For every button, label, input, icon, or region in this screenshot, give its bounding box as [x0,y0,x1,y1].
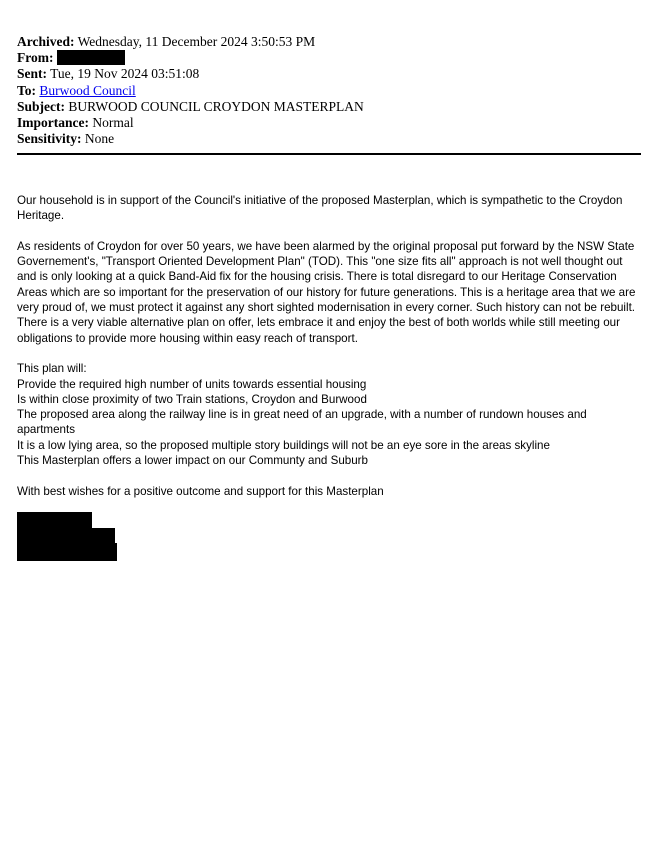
email-body [17,193,645,514]
plan-intro: This plan will: [17,362,87,376]
plan-point: Provide the required high number of units towards essential housing [17,377,367,391]
sent-row [17,66,641,82]
importance-value: Normal [92,114,134,130]
sensitivity-row [17,131,641,147]
from-redaction [57,50,125,65]
sensitivity-label: Sensitivity: [17,131,82,147]
to-row [17,83,641,99]
subject-row [17,99,641,115]
importance-label: Importance: [17,114,89,130]
signature-redaction-block [17,543,117,561]
importance-row [17,115,641,131]
plan-point: It is a low lying area, so the proposed multiple story buildings will not be an eye sore in the areas skyline [17,438,550,452]
sent-value: Tue, 19 Nov 2024 03:51:08 [50,66,200,82]
to-label: To: [17,82,37,98]
signature-redaction [17,512,117,561]
from-label: From: [17,50,54,66]
to-recipient-link[interactable]: Burwood Council [39,82,136,98]
archived-value: Wednesday, 11 December 2024 3:50:53 PM [77,34,316,49]
archived-label: Archived: [17,34,75,49]
header-divider [17,153,641,155]
email-header [17,34,641,147]
archived-row [17,34,641,50]
plan-list [17,361,645,468]
body-paragraph-support: Our household is in support of the Council's initiative of the proposed Masterplan, which is sympathetic to the Croydon Heritage. [17,194,623,223]
closing-line: With best wishes for a positive outcome and support for this Masterplan [17,484,384,498]
plan-point: The proposed area along the railway line is in great need of an upgrade, with a number of rundown houses and apartments [17,408,587,437]
plan-point: This Masterplan offers a lower impact on our Communty and Suburb [17,454,368,468]
sensitivity-value: None [84,131,115,147]
plan-point: Is within close proximity of two Train stations, Croydon and Burwood [17,392,367,406]
from-row [17,50,641,66]
body-paragraph-residents: As residents of Croydon for over 50 years, we have been alarmed by the original proposal put forward by the NSW State Governement's, "Transport Oriented Development Plan" (TOD). This "one size fits all" approach is not well thought out and is only looking at a quick Band-Aid fix for the housing crisis. There is total disregard to our Heritage Conservation Areas which are so important for the preservation of our history for future generations. This is a heritage area that we are very proud of, we must protect it against any short sighted modernisation in every corner. Such history can not be rebuilt. There is a very viable alternative plan on offer, lets embrace it and enjoy the best of both worlds while still meeting our obligations to provide more housing within easy reach of transport. [17,239,636,345]
subject-value: BURWOOD COUNCIL CROYDON MASTERPLAN [68,98,364,114]
sent-label: Sent: [17,66,47,82]
subject-label: Subject: [17,98,65,114]
